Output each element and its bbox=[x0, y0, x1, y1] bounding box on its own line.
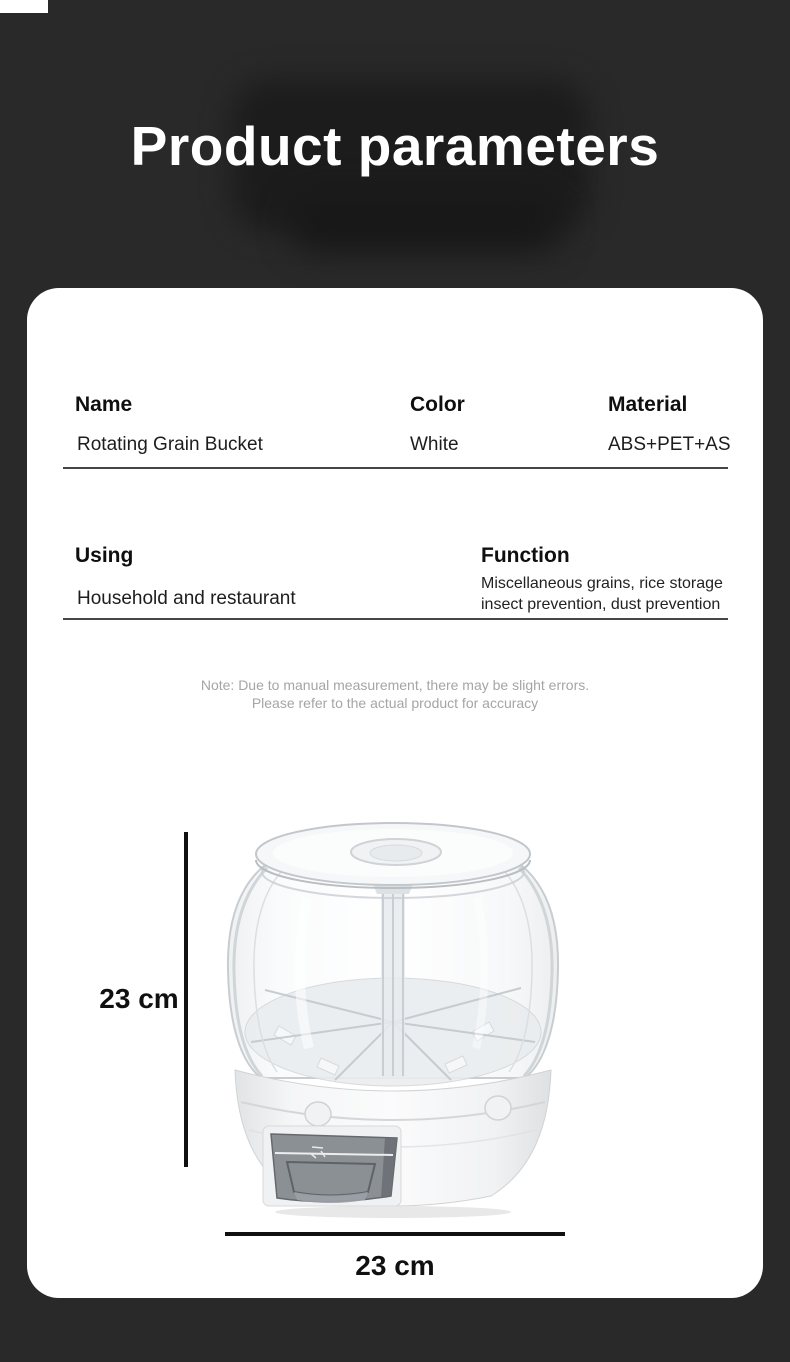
spec-value-color: White bbox=[410, 434, 459, 455]
divider-line-2 bbox=[63, 618, 728, 620]
spec-label-name: Name bbox=[75, 393, 133, 416]
spec-label-using: Using bbox=[75, 544, 134, 567]
height-dimension-label: 23 cm bbox=[99, 983, 179, 1014]
spec-value-function-line2: insect prevention, dust prevention bbox=[481, 596, 721, 613]
drawer-panel bbox=[271, 1134, 397, 1202]
page-title: Product parameters bbox=[130, 115, 660, 177]
width-dimension-label: 23 cm bbox=[355, 1250, 435, 1281]
spec-label-color: Color bbox=[410, 393, 465, 416]
height-measure-line bbox=[184, 832, 188, 1167]
spec-value-function-line1: Miscellaneous grains, rice storage bbox=[481, 575, 723, 592]
measurement-note-line1: Note: Due to manual measurement, there may be slight errors. bbox=[200, 677, 590, 693]
measurement-note bbox=[27, 676, 763, 712]
spec-label-function: Function bbox=[481, 544, 570, 567]
spec-value-using: Household and restaurant bbox=[77, 588, 296, 609]
parameters-card bbox=[27, 288, 763, 1298]
title-background-silhouette-lower bbox=[292, 196, 560, 252]
product-image bbox=[215, 820, 570, 1220]
corner-artifact bbox=[0, 0, 48, 13]
width-measure-line bbox=[225, 1232, 565, 1236]
spec-value-function bbox=[481, 573, 723, 615]
measurement-note-line2: Please refer to the actual product for accuracy bbox=[251, 695, 539, 711]
spec-label-material: Material bbox=[608, 393, 688, 416]
divider-line-1 bbox=[63, 467, 728, 469]
spec-value-material: ABS+PET+AS bbox=[608, 434, 731, 455]
spec-value-name: Rotating Grain Bucket bbox=[77, 434, 263, 455]
